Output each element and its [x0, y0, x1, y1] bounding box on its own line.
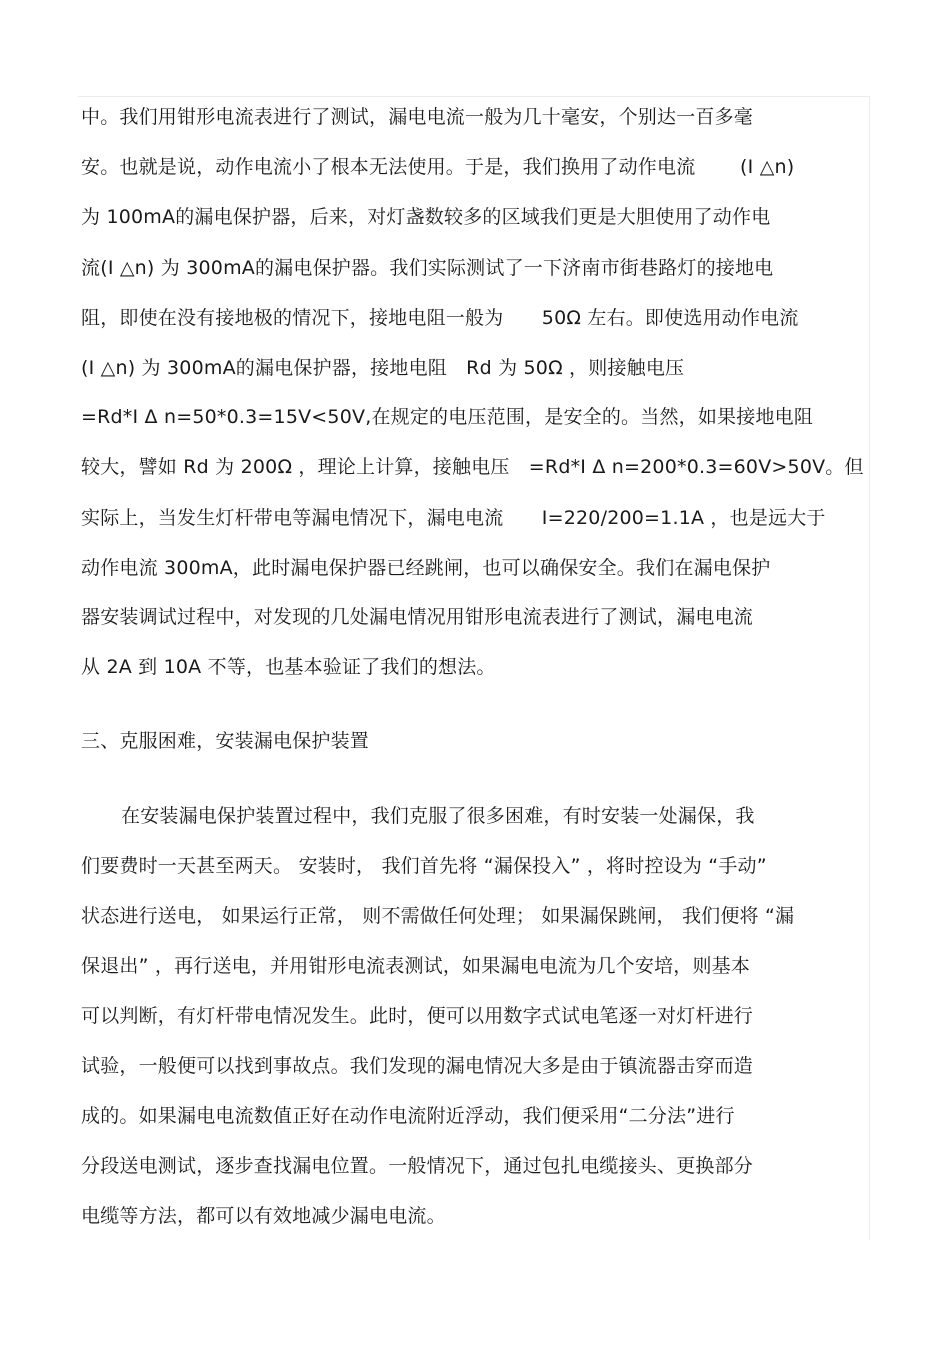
paragraph1-line-2: 安。也就是说，动作电流小了根本无法使用。于是，我们换用了动作电流 (I △n)	[81, 156, 795, 178]
paragraph1-line-3: 为 100mA的漏电保护器，后来，对灯盏数较多的区域我们更是大胆使用了动作电	[81, 206, 771, 228]
paragraph1-line-1: 中。我们用钳形电流表进行了测试，漏电电流一般为几十毫安，个别达一百多毫	[81, 106, 754, 128]
paragraph1-line-7: =Rd*I Δ n=50*0.3=15V<50V,在规定的电压范围，是安全的。当然，如果接地电阻	[81, 406, 814, 428]
paragraph1-line-9: 实际上，当发生灯杆带电等漏电情况下，漏电电流 I=220/200=1.1A ，也是远大于	[81, 507, 826, 529]
paragraph2-line-1: 在安装漏电保护装置过程中，我们克服了很多困难，有时安装一处漏保，我	[121, 805, 755, 827]
paragraph2-line-2: 们要费时一天甚至两天。 安装时， 我们首先将 “漏保投入” ，将时控设为 “手动”	[81, 855, 767, 877]
paragraph2-line-5: 可以判断，有灯杆带电情况发生。此时，便可以用数字式试电笔逐一对灯杆进行	[81, 1005, 754, 1027]
paragraph2-line-3: 状态进行送电， 如果运行正常， 则不需做任何处理； 如果漏保跳闸， 我们便将 “漏	[81, 905, 795, 927]
paragraph1-line-5: 阻，即使在没有接地极的情况下，接地电阻一般为 50Ω 左右。即使选用动作电流	[81, 307, 799, 329]
paragraph1-line-4: 流(I △n) 为 300mA的漏电保护器。我们实际测试了一下济南市街巷路灯的接地电	[81, 257, 774, 279]
section-heading: 三、克服困难，安装漏电保护装置	[81, 730, 370, 752]
paragraph1-line-8: 较大，譬如 Rd 为 200Ω ，理论上计算，接触电压 =Rd*I Δ n=200*0.3=60V>50V。但	[81, 456, 864, 478]
paragraph2-line-7: 成的。如果漏电电流数值正好在动作电流附近浮动，我们便采用“二分法”进行	[81, 1105, 735, 1127]
page-border-top	[78, 96, 870, 97]
paragraph2-line-9: 电缆等方法，都可以有效地减少漏电电流。	[81, 1205, 446, 1227]
paragraph1-line-6: (I △n) 为 300mA的漏电保护器，接地电阻 Rd 为 50Ω ，则接触电压	[81, 357, 685, 379]
paragraph2-line-6: 试验，一般便可以找到事故点。我们发现的漏电情况大多是由于镇流器击穿而造	[81, 1055, 754, 1077]
paragraph2-line-8: 分段送电测试，逐步查找漏电位置。一般情况下，通过包扎电缆接头、更换部分	[81, 1155, 754, 1177]
paragraph1-line-12: 从 2A 到 10A 不等，也基本验证了我们的想法。	[81, 656, 496, 678]
paragraph1-line-10: 动作电流 300mA，此时漏电保护器已经跳闸，也可以确保安全。我们在漏电保护	[81, 557, 771, 579]
paragraph2-line-4: 保退出” ，再行送电，并用钳形电流表测试，如果漏电电流为几个安培，则基本	[81, 955, 751, 977]
paragraph1-line-11: 器安装调试过程中，对发现的几处漏电情况用钳形电流表进行了测试，漏电电流	[81, 606, 754, 628]
